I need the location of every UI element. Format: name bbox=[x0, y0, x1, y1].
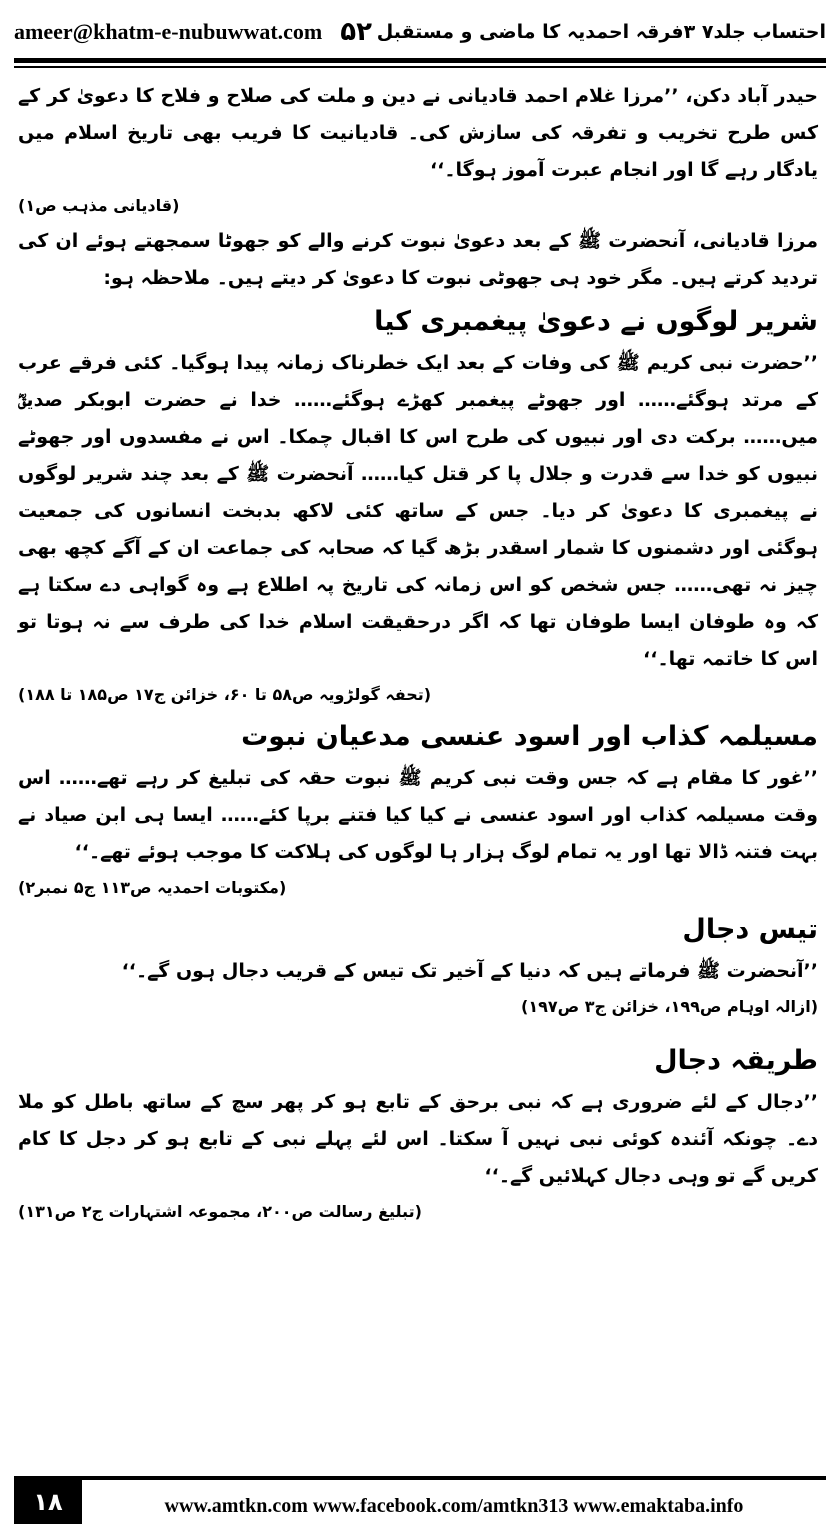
header-rule-thin bbox=[14, 66, 826, 68]
header-book-title: احتساب جلد۷ ۳فرقہ احمدیہ کا ماضی و مستقبل bbox=[376, 21, 826, 43]
citation: (قادیانی مذہب ص۱) bbox=[18, 196, 180, 215]
header-email[interactable]: ameer@khatm-e-nubuwwat.com bbox=[14, 19, 323, 44]
page-body bbox=[18, 78, 818, 1460]
page-footer bbox=[14, 1476, 826, 1526]
paragraph: مرزا قادیانی، آنحضرت ﷺ کے بعد دعویٰ نبوت کرنے والے کو جھوٹا سمجھتے ہوئے ان کی تردید کرتے ہیں۔ مگر خود ہی جھوٹی نبوت کا دعویٰ کر دیتے ہیں۔ ملاحظہ ہو: bbox=[18, 230, 818, 289]
paragraph: ’’دجال کے لئے ضروری ہے کہ نبی برحق کے تابع ہو کر پھر سچ کے ساتھ باطل کو ملا دے۔ چونکہ آئندہ کوئی نبی نہیں آ سکتا۔ اس لئے پہلے نبی کے تابع ہو کر دجل کا کام کریں گے تو وہی دجال کہلائیں گے۔‘‘ bbox=[18, 1091, 818, 1187]
reference-line bbox=[18, 871, 818, 905]
reference-line bbox=[18, 1195, 818, 1229]
reference-line bbox=[18, 189, 818, 223]
footer-websites[interactable]: www.amtkn.com www.facebook.com/amtkn313 www.emaktaba.info bbox=[164, 1494, 744, 1517]
header-page-marker: ۵۲ bbox=[340, 17, 373, 47]
paragraph: ’’آنحضرت ﷺ فرماتے ہیں کہ دنیا کے آخیر تک تیس کے قریب دجال ہوں گے۔‘‘ bbox=[121, 960, 818, 982]
section-heading: مسیلمہ کذاب اور اسود عنسی مدعیان نبوت bbox=[241, 721, 818, 752]
section-heading: طریقہ دجال bbox=[654, 1045, 818, 1076]
page-header bbox=[14, 10, 826, 54]
section-heading: تیس دجال bbox=[682, 914, 818, 945]
citation: (مکتوبات احمدیہ ص۱۱۳ ج۵ نمبر۲) bbox=[18, 878, 287, 897]
reference-line bbox=[18, 990, 818, 1024]
citation: (تبلیغ رسالت ص۲۰۰، مجموعہ اشتہارات ج۲ ص۱۳۱) bbox=[18, 1202, 422, 1221]
citation: (تحفہ گولڑویہ ص۵۸ تا ۶۰، خزائن ج۱۷ ص۱۸۵ تا ۱۸۸) bbox=[18, 685, 432, 704]
reference-line bbox=[18, 678, 818, 712]
paragraph: حیدر آباد دکن، ’’مرزا غلام احمد قادیانی نے دین و ملت کی صلاح و فلاح کا دعویٰ کر کے کس طرح تخریب و تفرقہ کی سازش کی۔ قادیانیت کا فریب بھی تاریخ اسلام میں یادگار رہے گا اور انجام عبرت آموز ہوگا۔‘‘ bbox=[18, 85, 818, 181]
footer-page-number: ۱۸ bbox=[14, 1480, 82, 1524]
section-heading: شریر لوگوں نے دعویٰ پیغمبری کیا bbox=[374, 306, 818, 337]
paragraph: ’’غور کا مقام ہے کہ جس وقت نبی کریم ﷺ نبوت حقہ کی تبلیغ کر رہے تھے…… اس وقت مسیلمہ کذاب اور اسود عنسی نے کیا کیا فتنے برپا کئے…… ایسا ہی ابن صیاد نے بہت فتنہ ڈالا تھا اور یہ تمام لوگ ہزار ہا لوگوں کی ہلاکت کا موجب ہوئے تھے۔‘‘ bbox=[18, 767, 818, 863]
spacer bbox=[18, 1024, 818, 1036]
header-left bbox=[14, 17, 372, 47]
header-rule bbox=[14, 58, 826, 63]
paragraph: ’’حضرت نبی کریم ﷺ کی وفات کے بعد ایک خطرناک زمانہ پیدا ہوگیا۔ کئی فرقے عرب کے مرتد ہوگئے…… اور جھوٹے پیغمبر کھڑے ہوگئے…… خدا نے حضرت ابوبکر صدیقؓ میں…… برکت دی اور نبیوں کی طرح اس کا اقبال چمکا۔ اس نے مفسدوں اور جھوٹے نبیوں کو خدا سے قدرت و جلال پا کر قتل کیا…… آنحضرت ﷺ کے بعد چند شریر لوگوں نے پیغمبری کا دعویٰ کر دیا۔ جس کے ساتھ کئی لاکھ بدبخت انسانوں کی جمعیت ہوگئی اور دشمنوں کا شمار اسقدر بڑھ گیا کہ صحابہ کی جماعت ان کے آگے کچھ بھی چیز نہ تھی…… جس شخص کو اس زمانہ کی تاریخ پہ اطلاع ہے وہ گواہی دے سکتا ہے کہ وہ طوفان ایسا طوفان تھا کہ اگر درحقیقت اسلام خدا کی طرف سے نہ ہوتا تو اس کا خاتمہ تھا۔‘‘ bbox=[18, 352, 818, 670]
citation: (ازالہ اوہام ص۱۹۹، خزائن ج۳ ص۱۹۷) bbox=[521, 997, 818, 1016]
